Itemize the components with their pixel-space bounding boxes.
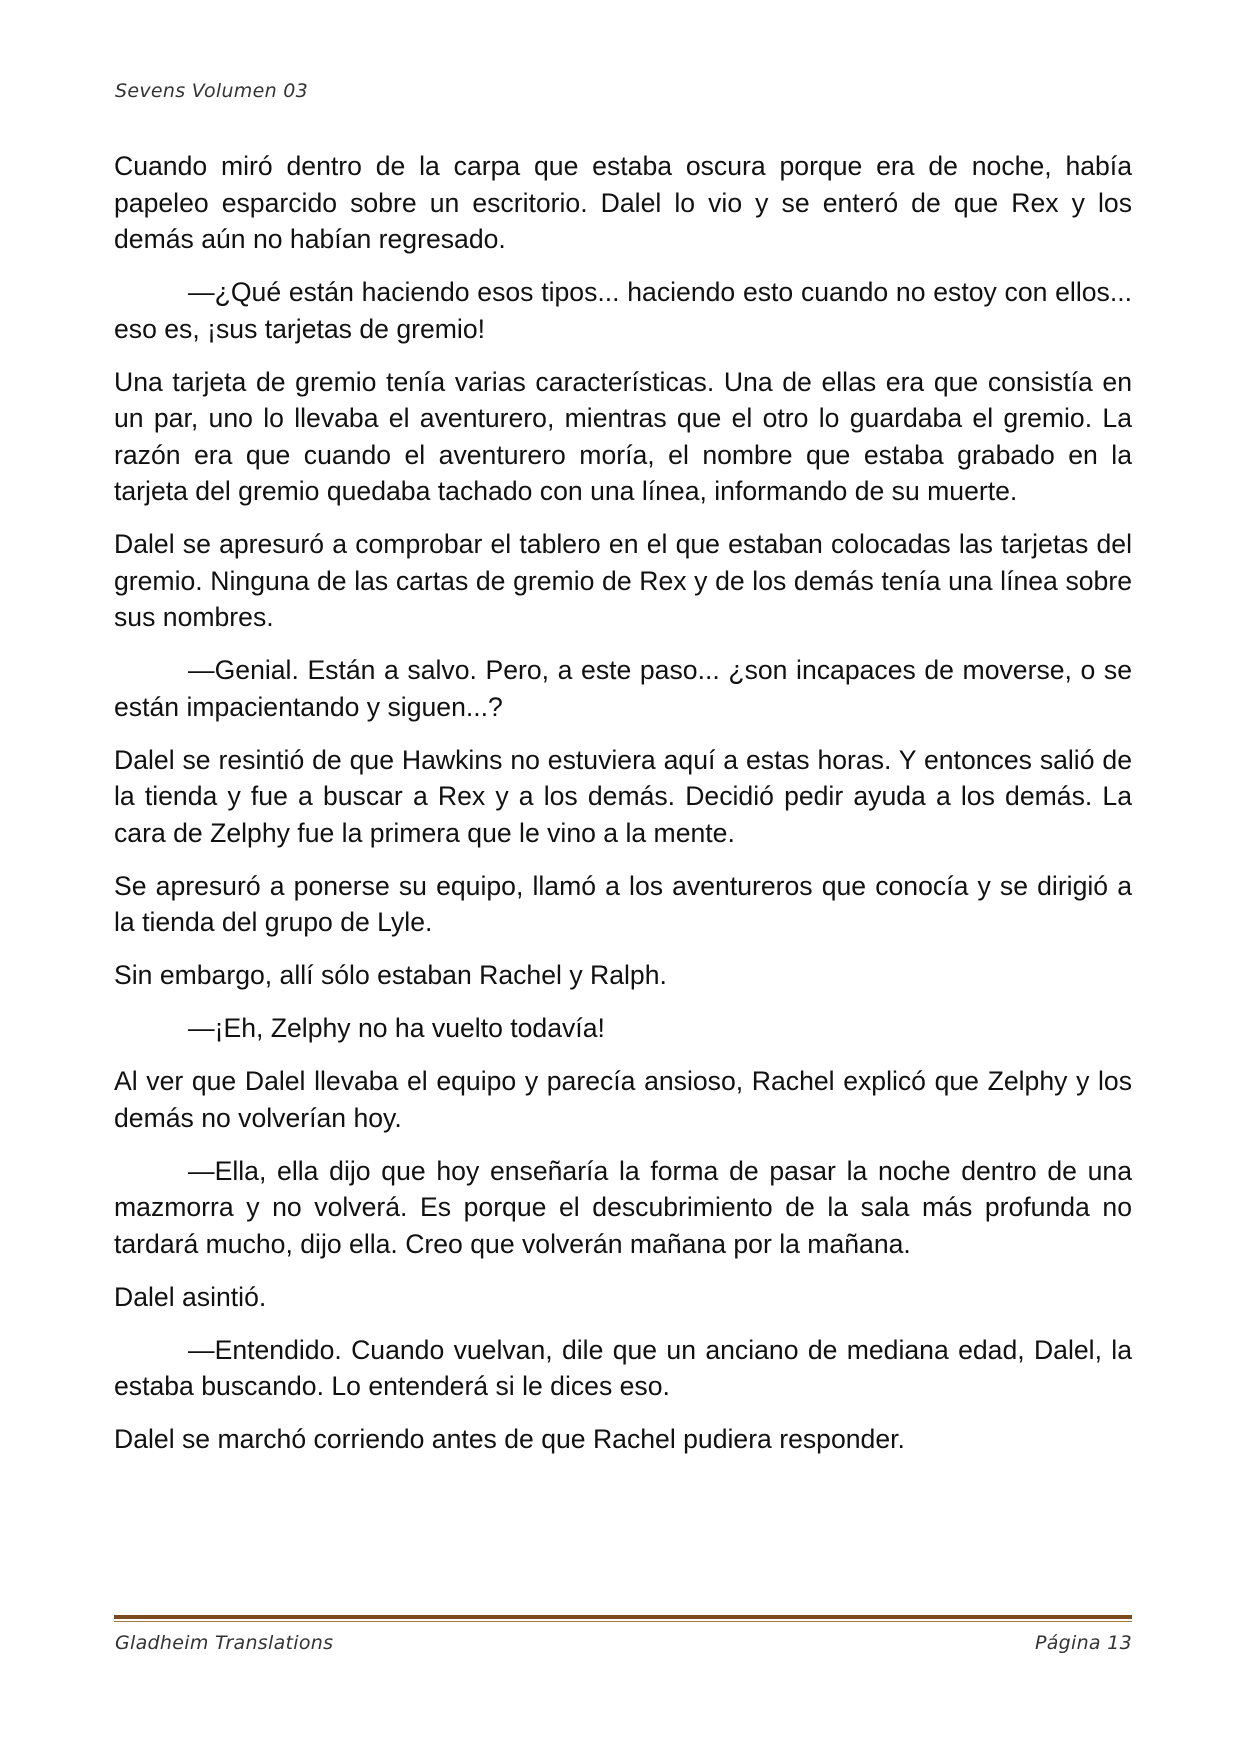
paragraph-narration: Una tarjeta de gremio tenía varias características. Una de ellas era que consistía en un par, uno lo llevaba el aventurero, mientras que el otro lo guardaba el gremio. La razón era que cuando el aventurero moría, el nombre que estaba grabado en la tarjeta del gremio quedaba tachado con una línea, informando de su muerte. (114, 366, 1132, 506)
running-header: Sevens Volumen 03 (115, 80, 309, 102)
body-text (114, 148, 1132, 1474)
paragraph-dialogue: —Entendido. Cuando vuelvan, dile que un anciano de mediana edad, Dalel, la estaba buscando. Lo entenderá si le dices eso. (114, 1334, 1132, 1401)
paragraph-narration: Dalel asintió. (114, 1281, 267, 1312)
paragraph-narration: Dalel se apresuró a comprobar el tablero en el que estaban colocadas las tarjetas del gremio. Ninguna de las cartas de gremio de Rex y de los demás tenía una línea sobre sus nombres. (114, 529, 1132, 632)
paragraph-narration: Sin embargo, allí sólo estaban Rachel y Ralph. (114, 960, 667, 990)
paragraph-narration: Se apresuró a ponerse su equipo, llamó a los aventureros que conocía y se dirigió a la tienda del grupo de Lyle. (114, 870, 1132, 937)
paragraph-narration: Al ver que Dalel llevaba el equipo y parecía ansioso, Rachel explicó que Zelphy y los demás no volverían hoy. (114, 1066, 1132, 1133)
footer-translator: Gladheim Translations (115, 1632, 334, 1654)
paragraph-dialogue: —Genial. Están a salvo. Pero, a este paso... ¿son incapaces de moverse, o se están impacientando y siguen...? (114, 655, 1132, 722)
paragraph-dialogue: —¡Eh, Zelphy no ha vuelto todavía! (188, 1013, 605, 1043)
paragraph-narration: Dalel se resintió de que Hawkins no estuviera aquí a estas horas. Y entonces salió de la tienda y fue a buscar a Rex y a los demás. Decidió pedir ayuda a los demás. La cara de Zelphy fue la primera que le vino a la mente. (114, 744, 1132, 848)
footer-divider (114, 1615, 1132, 1622)
footer-page-number: Página 13 (1034, 1632, 1132, 1654)
paragraph-narration: Dalel se marchó corriendo antes de que Rachel pudiera responder. (114, 1424, 905, 1454)
paragraph-dialogue: —¿Qué están haciendo esos tipos... haciendo esto cuando no estoy con ellos... eso es, ¡sus tarjetas de gremio! (114, 277, 1132, 344)
paragraph-dialogue: —Ella, ella dijo que hoy enseñaría la forma de pasar la noche dentro de una mazmorra y no volverá. Es porque el descubrimiento de la sala más profunda no tardará mucho, dijo ella. Creo que volverán mañana por la mañana. (114, 1155, 1132, 1259)
paragraph-narration: Cuando miró dentro de la carpa que estaba oscura porque era de noche, había papeleo esparcido sobre un escritorio. Dalel lo vio y se enteró de que Rex y los demás aún no habían regresado. (114, 151, 1132, 254)
